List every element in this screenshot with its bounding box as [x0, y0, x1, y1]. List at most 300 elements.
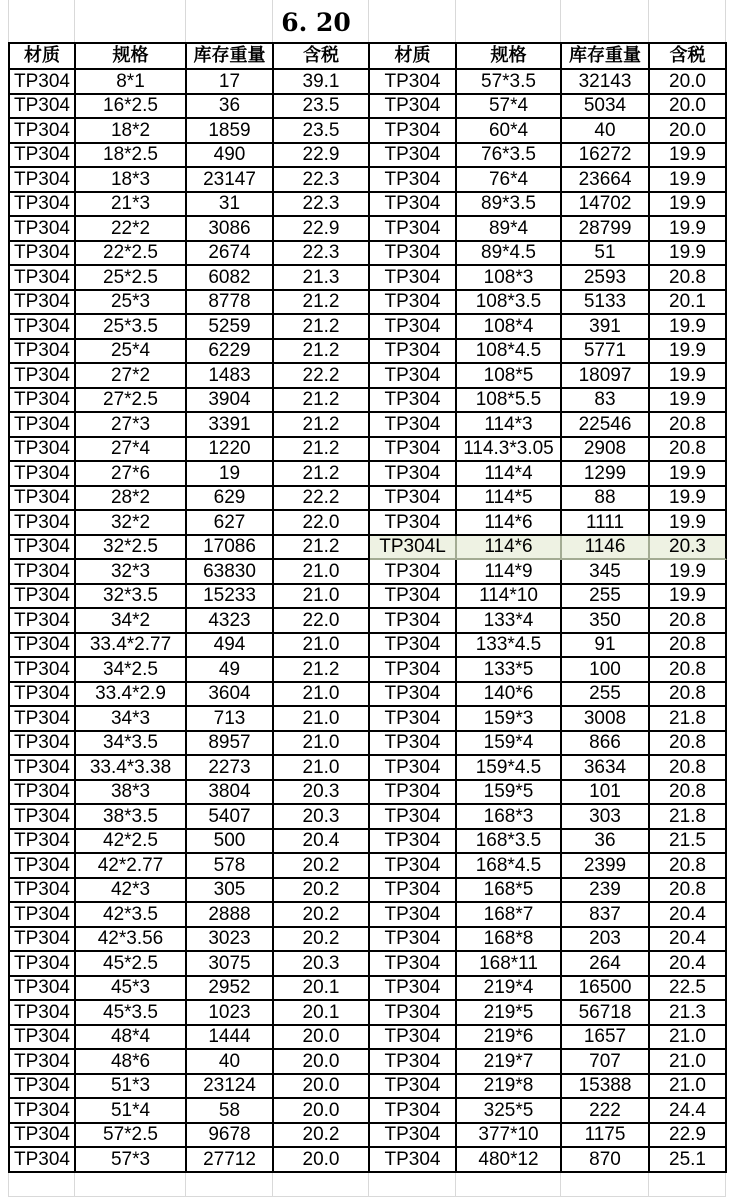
cell-left-material[interactable]: TP304	[10, 879, 76, 904]
cell-left-stock-weight[interactable]: 578	[187, 854, 274, 879]
cell-left-material[interactable]: TP304	[10, 95, 76, 120]
cell-left-spec[interactable]: 45*2.5	[76, 952, 187, 977]
empty-cell[interactable]	[456, 1173, 561, 1198]
cell-right-spec[interactable]: 480*12	[457, 1148, 562, 1173]
cell-left-spec[interactable]: 42*3.56	[76, 928, 187, 953]
cell-left-spec[interactable]: 21*3	[76, 193, 187, 218]
cell-right-stock-weight[interactable]: 88	[562, 487, 650, 512]
cell-right-tax-price[interactable]: 21.0	[650, 1026, 727, 1051]
cell-left-tax-price[interactable]: 21.2	[274, 438, 370, 463]
cell-right-spec[interactable]: 219*6	[457, 1026, 562, 1051]
cell-left-tax-price[interactable]: 21.2	[274, 536, 370, 561]
cell-left-material[interactable]: TP304	[10, 658, 76, 683]
cell-left-tax-price[interactable]: 21.2	[274, 462, 370, 487]
cell-right-spec[interactable]: 57*4	[457, 95, 562, 120]
cell-right-spec[interactable]: 133*4.5	[457, 634, 562, 659]
cell-left-stock-weight[interactable]: 494	[187, 634, 274, 659]
cell-right-material[interactable]: TP304	[370, 487, 457, 512]
cell-left-spec[interactable]: 48*4	[76, 1026, 187, 1051]
cell-right-stock-weight[interactable]: 2593	[562, 266, 650, 291]
cell-left-stock-weight[interactable]: 5407	[187, 805, 274, 830]
cell-left-material[interactable]: TP304	[10, 732, 76, 757]
cell-right-tax-price[interactable]: 20.8	[650, 854, 727, 879]
cell-right-spec[interactable]: 114.3*3.05	[457, 438, 562, 463]
cell-left-spec[interactable]: 25*4	[76, 340, 187, 365]
cell-right-material[interactable]: TP304	[370, 144, 457, 169]
empty-cell[interactable]	[561, 0, 649, 42]
cell-right-material[interactable]: TP304	[370, 781, 457, 806]
cell-right-tax-price[interactable]: 20.1	[650, 291, 727, 316]
cell-right-material[interactable]: TP304	[370, 266, 457, 291]
cell-right-stock-weight[interactable]: 101	[562, 781, 650, 806]
cell-left-stock-weight[interactable]: 23124	[187, 1075, 274, 1100]
cell-right-material[interactable]: TP304	[370, 1026, 457, 1051]
cell-right-stock-weight[interactable]: 32143	[562, 70, 650, 95]
cell-right-spec[interactable]: 114*6	[457, 536, 562, 561]
empty-cell[interactable]	[649, 1173, 726, 1198]
cell-left-material[interactable]: TP304	[10, 536, 76, 561]
cell-left-material[interactable]: TP304	[10, 462, 76, 487]
cell-left-tax-price[interactable]: 20.1	[274, 1001, 370, 1026]
cell-right-spec[interactable]: 89*4	[457, 217, 562, 242]
cell-right-spec[interactable]: 140*6	[457, 683, 562, 708]
cell-right-material[interactable]: TP304	[370, 560, 457, 585]
cell-right-spec[interactable]: 133*4	[457, 609, 562, 634]
cell-left-material[interactable]: TP304	[10, 364, 76, 389]
cell-right-spec[interactable]: 108*4.5	[457, 340, 562, 365]
cell-right-material[interactable]: TP304	[370, 707, 457, 732]
header-spec[interactable]: 规格	[76, 44, 187, 70]
cell-right-material[interactable]: TP304	[370, 1099, 457, 1124]
cell-right-material[interactable]: TP304	[370, 119, 457, 144]
cell-right-material[interactable]: TP304	[370, 511, 457, 536]
cell-right-stock-weight[interactable]: 22546	[562, 413, 650, 438]
cell-left-stock-weight[interactable]: 40	[187, 1050, 274, 1075]
cell-left-tax-price[interactable]: 22.3	[274, 168, 370, 193]
cell-right-material[interactable]: TP304	[370, 242, 457, 267]
cell-right-spec[interactable]: 89*3.5	[457, 193, 562, 218]
cell-left-stock-weight[interactable]: 15233	[187, 585, 274, 610]
cell-right-spec[interactable]: 108*5.5	[457, 389, 562, 414]
cell-right-stock-weight[interactable]: 1657	[562, 1026, 650, 1051]
cell-right-tax-price[interactable]: 20.8	[650, 683, 727, 708]
cell-right-stock-weight[interactable]: 350	[562, 609, 650, 634]
cell-right-spec[interactable]: 168*4.5	[457, 854, 562, 879]
cell-left-material[interactable]: TP304	[10, 217, 76, 242]
cell-left-stock-weight[interactable]: 5259	[187, 315, 274, 340]
cell-left-stock-weight[interactable]: 2952	[187, 977, 274, 1002]
cell-left-stock-weight[interactable]: 3023	[187, 928, 274, 953]
header-material[interactable]: 材质	[370, 44, 457, 70]
cell-left-material[interactable]: TP304	[10, 389, 76, 414]
cell-left-stock-weight[interactable]: 2273	[187, 756, 274, 781]
cell-right-tax-price[interactable]: 24.4	[650, 1099, 727, 1124]
header-spec[interactable]: 规格	[457, 44, 562, 70]
cell-left-material[interactable]: TP304	[10, 1148, 76, 1173]
cell-left-material[interactable]: TP304	[10, 291, 76, 316]
cell-right-tax-price[interactable]: 19.9	[650, 242, 727, 267]
cell-left-tax-price[interactable]: 22.2	[274, 487, 370, 512]
cell-right-tax-price[interactable]: 25.1	[650, 1148, 727, 1173]
cell-left-tax-price[interactable]: 21.2	[274, 340, 370, 365]
cell-right-tax-price[interactable]: 20.8	[650, 658, 727, 683]
cell-left-tax-price[interactable]: 21.2	[274, 658, 370, 683]
cell-right-spec[interactable]: 89*4.5	[457, 242, 562, 267]
cell-left-material[interactable]: TP304	[10, 413, 76, 438]
cell-left-tax-price[interactable]: 21.0	[274, 732, 370, 757]
empty-cell[interactable]	[649, 0, 726, 42]
cell-right-tax-price[interactable]: 19.9	[650, 511, 727, 536]
cell-right-spec[interactable]: 114*10	[457, 585, 562, 610]
cell-right-tax-price[interactable]: 20.4	[650, 928, 727, 953]
cell-right-material[interactable]: TP304	[370, 438, 457, 463]
cell-left-material[interactable]: TP304	[10, 707, 76, 732]
cell-right-spec[interactable]: 108*4	[457, 315, 562, 340]
cell-left-stock-weight[interactable]: 3804	[187, 781, 274, 806]
cell-left-spec[interactable]: 32*3	[76, 560, 187, 585]
cell-left-tax-price[interactable]: 21.0	[274, 634, 370, 659]
cell-left-tax-price[interactable]: 20.2	[274, 903, 370, 928]
cell-left-spec[interactable]: 27*4	[76, 438, 187, 463]
header-stock-weight[interactable]: 库存重量	[562, 44, 650, 70]
cell-right-spec[interactable]: 159*3	[457, 707, 562, 732]
cell-left-material[interactable]: TP304	[10, 756, 76, 781]
cell-left-stock-weight[interactable]: 23147	[187, 168, 274, 193]
cell-left-spec[interactable]: 32*2.5	[76, 536, 187, 561]
cell-right-spec[interactable]: 60*4	[457, 119, 562, 144]
cell-right-tax-price[interactable]: 21.0	[650, 1075, 727, 1100]
cell-left-tax-price[interactable]: 20.2	[274, 879, 370, 904]
cell-right-material[interactable]: TP304	[370, 291, 457, 316]
cell-right-tax-price[interactable]: 20.3	[650, 536, 727, 561]
cell-left-tax-price[interactable]: 22.0	[274, 609, 370, 634]
cell-right-spec[interactable]: 159*5	[457, 781, 562, 806]
empty-cell[interactable]	[456, 0, 561, 42]
cell-left-stock-weight[interactable]: 17086	[187, 536, 274, 561]
cell-right-stock-weight[interactable]: 255	[562, 683, 650, 708]
header-material[interactable]: 材质	[10, 44, 76, 70]
cell-right-stock-weight[interactable]: 15388	[562, 1075, 650, 1100]
cell-left-spec[interactable]: 42*3.5	[76, 903, 187, 928]
empty-cell[interactable]	[75, 0, 186, 42]
cell-right-tax-price[interactable]: 20.8	[650, 413, 727, 438]
cell-right-spec[interactable]: 114*4	[457, 462, 562, 487]
cell-left-spec[interactable]: 32*2	[76, 511, 187, 536]
cell-left-stock-weight[interactable]: 63830	[187, 560, 274, 585]
cell-left-stock-weight[interactable]: 3904	[187, 389, 274, 414]
cell-right-spec[interactable]: 219*5	[457, 1001, 562, 1026]
cell-right-stock-weight[interactable]: 870	[562, 1148, 650, 1173]
cell-right-spec[interactable]: 168*3	[457, 805, 562, 830]
cell-left-stock-weight[interactable]: 3391	[187, 413, 274, 438]
cell-right-spec[interactable]: 325*5	[457, 1099, 562, 1124]
cell-right-stock-weight[interactable]: 1175	[562, 1124, 650, 1149]
cell-left-material[interactable]: TP304	[10, 585, 76, 610]
cell-right-spec[interactable]: 133*5	[457, 658, 562, 683]
cell-right-stock-weight[interactable]: 51	[562, 242, 650, 267]
cell-left-stock-weight[interactable]: 8957	[187, 732, 274, 757]
cell-left-stock-weight[interactable]: 9678	[187, 1124, 274, 1149]
cell-left-stock-weight[interactable]: 2888	[187, 903, 274, 928]
cell-left-spec[interactable]: 28*2	[76, 487, 187, 512]
cell-right-stock-weight[interactable]: 16500	[562, 977, 650, 1002]
cell-right-spec[interactable]: 168*5	[457, 879, 562, 904]
cell-left-material[interactable]: TP304	[10, 781, 76, 806]
cell-right-tax-price[interactable]: 20.0	[650, 119, 727, 144]
cell-left-stock-weight[interactable]: 305	[187, 879, 274, 904]
cell-left-material[interactable]: TP304	[10, 242, 76, 267]
cell-left-tax-price[interactable]: 20.3	[274, 805, 370, 830]
cell-left-spec[interactable]: 27*3	[76, 413, 187, 438]
cell-left-material[interactable]: TP304	[10, 438, 76, 463]
cell-left-spec[interactable]: 42*2.5	[76, 830, 187, 855]
cell-right-spec[interactable]: 76*3.5	[457, 144, 562, 169]
cell-right-material[interactable]: TP304	[370, 977, 457, 1002]
cell-right-material[interactable]: TP304	[370, 340, 457, 365]
cell-left-spec[interactable]: 27*2	[76, 364, 187, 389]
cell-right-tax-price[interactable]: 20.8	[650, 756, 727, 781]
header-stock-weight[interactable]: 库存重量	[187, 44, 274, 70]
cell-left-tax-price[interactable]: 22.2	[274, 364, 370, 389]
cell-left-material[interactable]: TP304	[10, 340, 76, 365]
cell-right-stock-weight[interactable]: 3008	[562, 707, 650, 732]
cell-left-material[interactable]: TP304	[10, 903, 76, 928]
cell-right-material[interactable]: TP304	[370, 805, 457, 830]
cell-left-material[interactable]: TP304	[10, 1050, 76, 1075]
cell-right-stock-weight[interactable]: 14702	[562, 193, 650, 218]
cell-right-spec[interactable]: 57*3.5	[457, 70, 562, 95]
cell-left-stock-weight[interactable]: 36	[187, 95, 274, 120]
cell-left-stock-weight[interactable]: 1023	[187, 1001, 274, 1026]
cell-left-stock-weight[interactable]: 6082	[187, 266, 274, 291]
cell-right-material[interactable]: TP304	[370, 193, 457, 218]
cell-right-material[interactable]: TP304	[370, 756, 457, 781]
cell-left-stock-weight[interactable]: 58	[187, 1099, 274, 1124]
cell-right-material[interactable]: TP304	[370, 854, 457, 879]
cell-left-tax-price[interactable]: 21.3	[274, 266, 370, 291]
cell-right-spec[interactable]: 159*4.5	[457, 756, 562, 781]
cell-right-tax-price[interactable]: 20.8	[650, 266, 727, 291]
cell-left-material[interactable]: TP304	[10, 1099, 76, 1124]
cell-right-tax-price[interactable]: 20.8	[650, 438, 727, 463]
cell-right-stock-weight[interactable]: 1111	[562, 511, 650, 536]
cell-left-spec[interactable]: 42*2.77	[76, 854, 187, 879]
cell-right-tax-price[interactable]: 21.8	[650, 707, 727, 732]
cell-right-stock-weight[interactable]: 255	[562, 585, 650, 610]
cell-right-stock-weight[interactable]: 1299	[562, 462, 650, 487]
cell-left-tax-price[interactable]: 21.0	[274, 707, 370, 732]
cell-left-stock-weight[interactable]: 3075	[187, 952, 274, 977]
cell-right-spec[interactable]: 108*5	[457, 364, 562, 389]
cell-left-stock-weight[interactable]: 27712	[187, 1148, 274, 1173]
empty-cell[interactable]	[9, 1173, 75, 1198]
cell-right-spec[interactable]: 114*6	[457, 511, 562, 536]
cell-right-spec[interactable]: 168*7	[457, 903, 562, 928]
cell-right-stock-weight[interactable]: 5771	[562, 340, 650, 365]
cell-left-stock-weight[interactable]: 627	[187, 511, 274, 536]
header-tax-price[interactable]: 含税	[650, 44, 727, 70]
cell-right-material[interactable]: TP304	[370, 1075, 457, 1100]
cell-left-spec[interactable]: 27*6	[76, 462, 187, 487]
cell-left-tax-price[interactable]: 20.2	[274, 1124, 370, 1149]
cell-right-tax-price[interactable]: 20.8	[650, 781, 727, 806]
cell-right-spec[interactable]: 377*10	[457, 1124, 562, 1149]
cell-left-tax-price[interactable]: 20.2	[274, 928, 370, 953]
cell-right-material[interactable]: TP304	[370, 1050, 457, 1075]
cell-right-tax-price[interactable]: 19.9	[650, 487, 727, 512]
cell-right-spec[interactable]: 114*5	[457, 487, 562, 512]
cell-left-stock-weight[interactable]: 1220	[187, 438, 274, 463]
cell-left-tax-price[interactable]: 20.0	[274, 1148, 370, 1173]
cell-right-material[interactable]: TP304	[370, 879, 457, 904]
cell-right-stock-weight[interactable]: 36	[562, 830, 650, 855]
cell-right-material[interactable]: TP304	[370, 683, 457, 708]
cell-left-tax-price[interactable]: 22.3	[274, 193, 370, 218]
cell-right-spec[interactable]: 219*4	[457, 977, 562, 1002]
cell-right-tax-price[interactable]: 20.4	[650, 903, 727, 928]
cell-left-material[interactable]: TP304	[10, 119, 76, 144]
cell-left-material[interactable]: TP304	[10, 854, 76, 879]
cell-right-spec[interactable]: 108*3.5	[457, 291, 562, 316]
cell-right-tax-price[interactable]: 20.8	[650, 634, 727, 659]
cell-left-spec[interactable]: 25*3	[76, 291, 187, 316]
cell-right-material[interactable]: TP304	[370, 903, 457, 928]
cell-right-material[interactable]: TP304	[370, 364, 457, 389]
cell-right-material[interactable]: TP304	[370, 658, 457, 683]
cell-left-stock-weight[interactable]: 8778	[187, 291, 274, 316]
cell-left-material[interactable]: TP304	[10, 830, 76, 855]
cell-left-stock-weight[interactable]: 17	[187, 70, 274, 95]
cell-right-stock-weight[interactable]: 5133	[562, 291, 650, 316]
cell-left-stock-weight[interactable]: 2674	[187, 242, 274, 267]
cell-right-tax-price[interactable]: 22.9	[650, 1124, 727, 1149]
cell-left-spec[interactable]: 32*3.5	[76, 585, 187, 610]
cell-left-tax-price[interactable]: 22.9	[274, 144, 370, 169]
cell-left-spec[interactable]: 25*2.5	[76, 266, 187, 291]
cell-right-spec[interactable]: 219*8	[457, 1075, 562, 1100]
cell-right-tax-price[interactable]: 19.9	[650, 168, 727, 193]
cell-right-tax-price[interactable]: 19.9	[650, 217, 727, 242]
cell-left-tax-price[interactable]: 23.5	[274, 95, 370, 120]
empty-cell[interactable]	[561, 1173, 649, 1198]
cell-left-tax-price[interactable]: 20.1	[274, 977, 370, 1002]
cell-right-stock-weight[interactable]: 40	[562, 119, 650, 144]
cell-left-material[interactable]: TP304	[10, 928, 76, 953]
empty-cell[interactable]	[9, 0, 75, 42]
cell-right-stock-weight[interactable]: 707	[562, 1050, 650, 1075]
cell-left-spec[interactable]: 45*3	[76, 977, 187, 1002]
cell-left-spec[interactable]: 33.4*2.9	[76, 683, 187, 708]
cell-left-spec[interactable]: 22*2.5	[76, 242, 187, 267]
cell-right-stock-weight[interactable]: 28799	[562, 217, 650, 242]
cell-right-tax-price[interactable]: 20.8	[650, 732, 727, 757]
cell-left-material[interactable]: TP304	[10, 1075, 76, 1100]
cell-right-stock-weight[interactable]: 345	[562, 560, 650, 585]
cell-right-material[interactable]: TP304	[370, 1124, 457, 1149]
cell-left-material[interactable]: TP304	[10, 511, 76, 536]
cell-right-spec[interactable]: 114*3	[457, 413, 562, 438]
cell-left-tax-price[interactable]: 22.0	[274, 511, 370, 536]
cell-right-tax-price[interactable]: 19.9	[650, 364, 727, 389]
cell-left-stock-weight[interactable]: 3604	[187, 683, 274, 708]
cell-left-stock-weight[interactable]: 1483	[187, 364, 274, 389]
cell-right-spec[interactable]: 168*8	[457, 928, 562, 953]
cell-right-material[interactable]: TP304	[370, 952, 457, 977]
cell-right-material[interactable]: TP304	[370, 389, 457, 414]
cell-left-spec[interactable]: 27*2.5	[76, 389, 187, 414]
empty-cell[interactable]	[75, 1173, 186, 1198]
cell-right-stock-weight[interactable]: 83	[562, 389, 650, 414]
cell-right-material[interactable]: TP304	[370, 585, 457, 610]
cell-left-stock-weight[interactable]: 49	[187, 658, 274, 683]
cell-left-spec[interactable]: 33.4*2.77	[76, 634, 187, 659]
cell-right-stock-weight[interactable]: 837	[562, 903, 650, 928]
cell-left-spec[interactable]: 25*3.5	[76, 315, 187, 340]
cell-right-tax-price[interactable]: 20.4	[650, 952, 727, 977]
cell-left-spec[interactable]: 57*3	[76, 1148, 187, 1173]
cell-left-tax-price[interactable]: 20.0	[274, 1099, 370, 1124]
cell-right-material[interactable]: TP304	[370, 217, 457, 242]
cell-right-stock-weight[interactable]: 866	[562, 732, 650, 757]
cell-left-stock-weight[interactable]: 1859	[187, 119, 274, 144]
cell-left-tax-price[interactable]: 21.2	[274, 291, 370, 316]
cell-left-material[interactable]: TP304	[10, 487, 76, 512]
cell-left-tax-price[interactable]: 20.3	[274, 781, 370, 806]
cell-left-stock-weight[interactable]: 6229	[187, 340, 274, 365]
cell-right-material[interactable]: TP304	[370, 462, 457, 487]
cell-left-tax-price[interactable]: 22.9	[274, 217, 370, 242]
cell-left-tax-price[interactable]: 20.3	[274, 952, 370, 977]
cell-left-tax-price[interactable]: 22.3	[274, 242, 370, 267]
cell-right-tax-price[interactable]: 19.9	[650, 462, 727, 487]
cell-right-tax-price[interactable]: 20.8	[650, 879, 727, 904]
cell-left-spec[interactable]: 34*3.5	[76, 732, 187, 757]
cell-right-tax-price[interactable]: 19.9	[650, 389, 727, 414]
cell-left-tax-price[interactable]: 21.0	[274, 585, 370, 610]
cell-left-stock-weight[interactable]: 490	[187, 144, 274, 169]
cell-left-tax-price[interactable]: 21.0	[274, 683, 370, 708]
cell-right-tax-price[interactable]: 19.9	[650, 340, 727, 365]
cell-left-spec[interactable]: 48*6	[76, 1050, 187, 1075]
cell-left-material[interactable]: TP304	[10, 977, 76, 1002]
cell-left-spec[interactable]: 18*3	[76, 168, 187, 193]
cell-left-tax-price[interactable]: 39.1	[274, 70, 370, 95]
cell-right-tax-price[interactable]: 20.0	[650, 70, 727, 95]
empty-cell[interactable]	[369, 1173, 456, 1198]
cell-left-material[interactable]: TP304	[10, 315, 76, 340]
header-tax-price[interactable]: 含税	[274, 44, 370, 70]
cell-left-material[interactable]: TP304	[10, 168, 76, 193]
cell-right-tax-price[interactable]: 19.9	[650, 193, 727, 218]
cell-left-material[interactable]: TP304	[10, 952, 76, 977]
cell-right-spec[interactable]: 114*9	[457, 560, 562, 585]
cell-right-spec[interactable]: 76*4	[457, 168, 562, 193]
cell-right-material[interactable]: TP304	[370, 830, 457, 855]
cell-left-material[interactable]: TP304	[10, 1124, 76, 1149]
cell-left-stock-weight[interactable]: 500	[187, 830, 274, 855]
cell-right-stock-weight[interactable]: 91	[562, 634, 650, 659]
cell-left-spec[interactable]: 8*1	[76, 70, 187, 95]
cell-right-stock-weight[interactable]: 239	[562, 879, 650, 904]
cell-left-tax-price[interactable]: 23.5	[274, 119, 370, 144]
cell-left-stock-weight[interactable]: 629	[187, 487, 274, 512]
cell-right-stock-weight[interactable]: 264	[562, 952, 650, 977]
cell-left-spec[interactable]: 51*4	[76, 1099, 187, 1124]
cell-right-spec[interactable]: 219*7	[457, 1050, 562, 1075]
cell-left-spec[interactable]: 18*2.5	[76, 144, 187, 169]
cell-right-stock-weight[interactable]: 2908	[562, 438, 650, 463]
cell-left-stock-weight[interactable]: 19	[187, 462, 274, 487]
